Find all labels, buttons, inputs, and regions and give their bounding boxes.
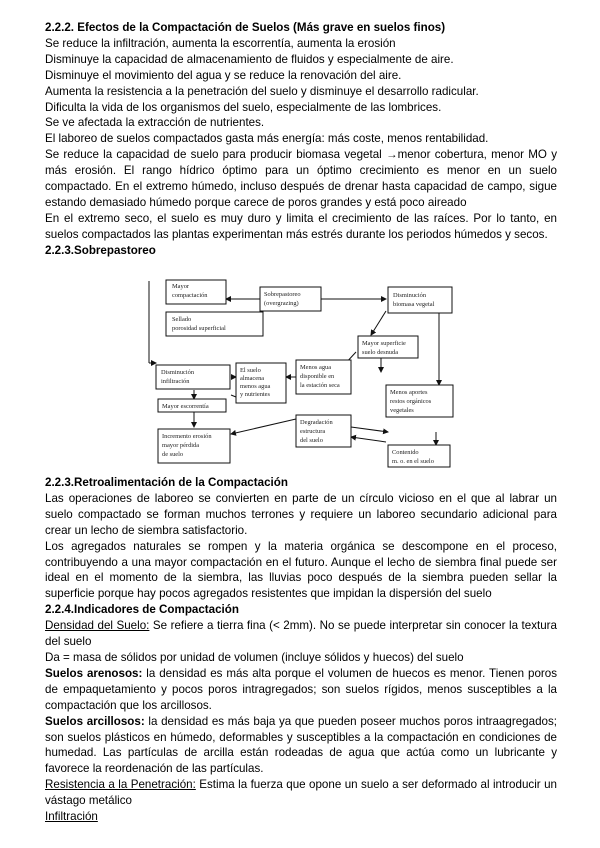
section-heading-effects: 2.2.2. Efectos de la Compactación de Suelos (Más grave en suelos finos) [45, 21, 446, 34]
box-text: infiltración [161, 378, 190, 385]
paragraph-biomass: Se reduce la capacidad de suelo para producir biomasa vegetal →menor cobertura, menor MO y más erosión. El rango hídrico óptimo para un óptimo crecimiento es menor en un suelo compactado. En el extremo húmedo, incluso después de drenar hasta capacidad de campo, sigue estando demasiado húmedo porque carece de poros grandes y está poco aireado [45, 148, 557, 209]
diagram-box-el-suelo [236, 363, 286, 403]
paragraph-penetration [45, 777, 557, 809]
box-text: restos orgánicos [390, 398, 432, 405]
sandy-soils-label: Suelos arenosos: [45, 666, 143, 680]
penetration-label: Resistencia a la Penetración: [45, 778, 196, 792]
connector-line [351, 427, 388, 432]
box-text: menos agua [240, 383, 271, 390]
box-text: Disminución [393, 292, 427, 299]
diagram-box-degradacion [296, 415, 351, 447]
paragraph-dry-extreme: En el extremo seco, el suelo es muy duro y limita el crecimiento de las raíces. Por lo tanto, en suelos compactados las plantas experimentan más estrés durante los periodos húmedos y secos. [45, 211, 557, 241]
density-label: Densidad del Suelo: [45, 619, 150, 633]
clay-soils-text: la densidad es más baja ya que pueden poseer muchos poros intraagregados; son suelos plásticos en húmedo, deformables y susceptibles a la compactación en condiciones de humedad. Las partículas de arcilla están rodeadas de agua que actúa como un lubricante y favorece la reordenación de las partículas. [45, 714, 557, 776]
box-text: Incremento erosión [162, 433, 212, 440]
diagram-box-disminucion-infiltracion [156, 365, 230, 389]
box-text: porosidad superficial [172, 325, 226, 332]
effect-line: Se reduce la infiltración, aumenta la escorrentía, aumenta la erosión [45, 36, 396, 50]
box-text: Degradación [300, 419, 333, 426]
box-text: estructura [300, 428, 326, 435]
connector-line [351, 437, 386, 442]
box-text: y nutrientes [240, 391, 270, 398]
effect-line: Disminuye la capacidad de almacenamiento de fluidos y especialmente de aire. [45, 52, 454, 66]
effect-line: Dificulta la vida de los organismos del suelo, especialmente de las lombrices. [45, 100, 442, 114]
diagram-box-incremento-erosion [158, 429, 230, 463]
box-text: (overgrazing) [264, 300, 299, 307]
section-effects [45, 20, 557, 259]
sandy-soils-text: la densidad es más alta porque el volumen de huecos es menor. Tienen poros de empaquetamiento y pocos poros intragregados; son suelos rígidos, menos susceptibles a la compactación que los arcillosos. [45, 666, 557, 712]
box-text: Sobrepastoreo [264, 291, 301, 298]
box-text: suelo desnuda [362, 349, 399, 356]
section-heading-feedback: 2.2.3.Retroalimentación de la Compactación [45, 476, 288, 489]
paragraph-feedback-1: Las operaciones de laboreo se convierten en parte de un círculo vicioso en el que al labrar un suelo compactado se forman muchos terrones y requiere un laboreo secundario adicional para crear un lecho de siembra satisfactorio. [45, 491, 557, 537]
paragraph-feedback-2: Los agregados naturales se rompen y la materia orgánica se descompone en el proceso, contribuyendo a una mayor compactación en el futuro. Aunque el lecho de siembra final puede ser ideal en el momento de la siembra, las lluvias poco después de la siembra pueden sellar la superficie porque hay pocos agregados resistentes que impidan la dispersión del suelo [45, 539, 557, 601]
box-text: mayor pérdida [162, 442, 200, 449]
diagram-box-contenido-mo [388, 445, 450, 467]
box-text: Sellado [172, 316, 192, 323]
effect-line: El laboreo de suelos compactados gasta más energía: más coste, menos rentabilidad. [45, 132, 489, 146]
clay-soils-label: Suelos arcillosos: [45, 714, 145, 728]
box-text: Mayor superficie [362, 340, 406, 347]
box-text: Menos agua [300, 364, 332, 371]
box-text: Menos aportes [390, 389, 428, 396]
diagram-box-sellado [166, 312, 263, 336]
paragraph-infiltration [45, 809, 557, 825]
box-text: Contenido [392, 449, 419, 456]
box-text: del suelo [300, 437, 323, 444]
box-text: Mayor [172, 283, 190, 290]
overgrazing-diagram [146, 277, 459, 469]
infiltration-label: Infiltración [45, 810, 98, 824]
diagram-box-mayor-superficie [358, 336, 418, 358]
box-text: almacena [240, 375, 265, 382]
paragraph-clay-soils [45, 714, 557, 778]
box-text: biomasa vegetal [393, 301, 435, 308]
box-text: disponible en [300, 373, 335, 380]
diagram-box-disminucion-biomasa [388, 287, 452, 313]
da-definition: Da = masa de sólidos por unidad de volumen (incluye sólidos y huecos) del suelo [45, 650, 464, 664]
section-heading-overgrazing: 2.2.3.Sobrepastoreo [45, 243, 156, 257]
box-text: m. o. en el suelo [392, 458, 434, 465]
box-text: compactación [172, 292, 208, 299]
section-feedback [45, 475, 557, 825]
connector-line [371, 311, 386, 335]
box-text: Mayor escorrentía [162, 403, 209, 410]
effect-line: Aumenta la resistencia a la penetración del suelo y disminuye el desarrollo radicular. [45, 84, 479, 98]
box-text: vegetales [390, 407, 414, 414]
section-heading-indicators: 2.2.4.Indicadores de Compactación [45, 603, 239, 617]
density-text: Se refiere a tierra fina (< 2mm). No se puede interpretar sin conocer la textura del suelo [45, 619, 557, 649]
diagram-box-mayor-compactacion [166, 280, 226, 304]
box-text: Disminución [161, 369, 195, 376]
penetration-text: Estima la fuerza que opone un suelo a ser deformado al introducir un vástago metálico [45, 778, 557, 808]
effect-line: Disminuye el movimiento del agua y se reduce la renovación del aire. [45, 68, 402, 82]
paragraph-density [45, 618, 557, 650]
box-text: la estación seca [300, 382, 340, 389]
connector-line [231, 419, 296, 434]
paragraph-sandy-soils [45, 666, 557, 714]
diagram-box-sobrepastoreo [260, 287, 321, 311]
diagram-box-menos-agua [296, 360, 351, 394]
effect-line: Se ve afectada la extracción de nutrientes. [45, 116, 265, 130]
box-text: de suelo [162, 451, 184, 458]
box-text: El suelo [240, 367, 261, 374]
diagram-box-mayor-escorrentia [158, 399, 226, 412]
diagram-box-menos-aportes [386, 385, 453, 417]
